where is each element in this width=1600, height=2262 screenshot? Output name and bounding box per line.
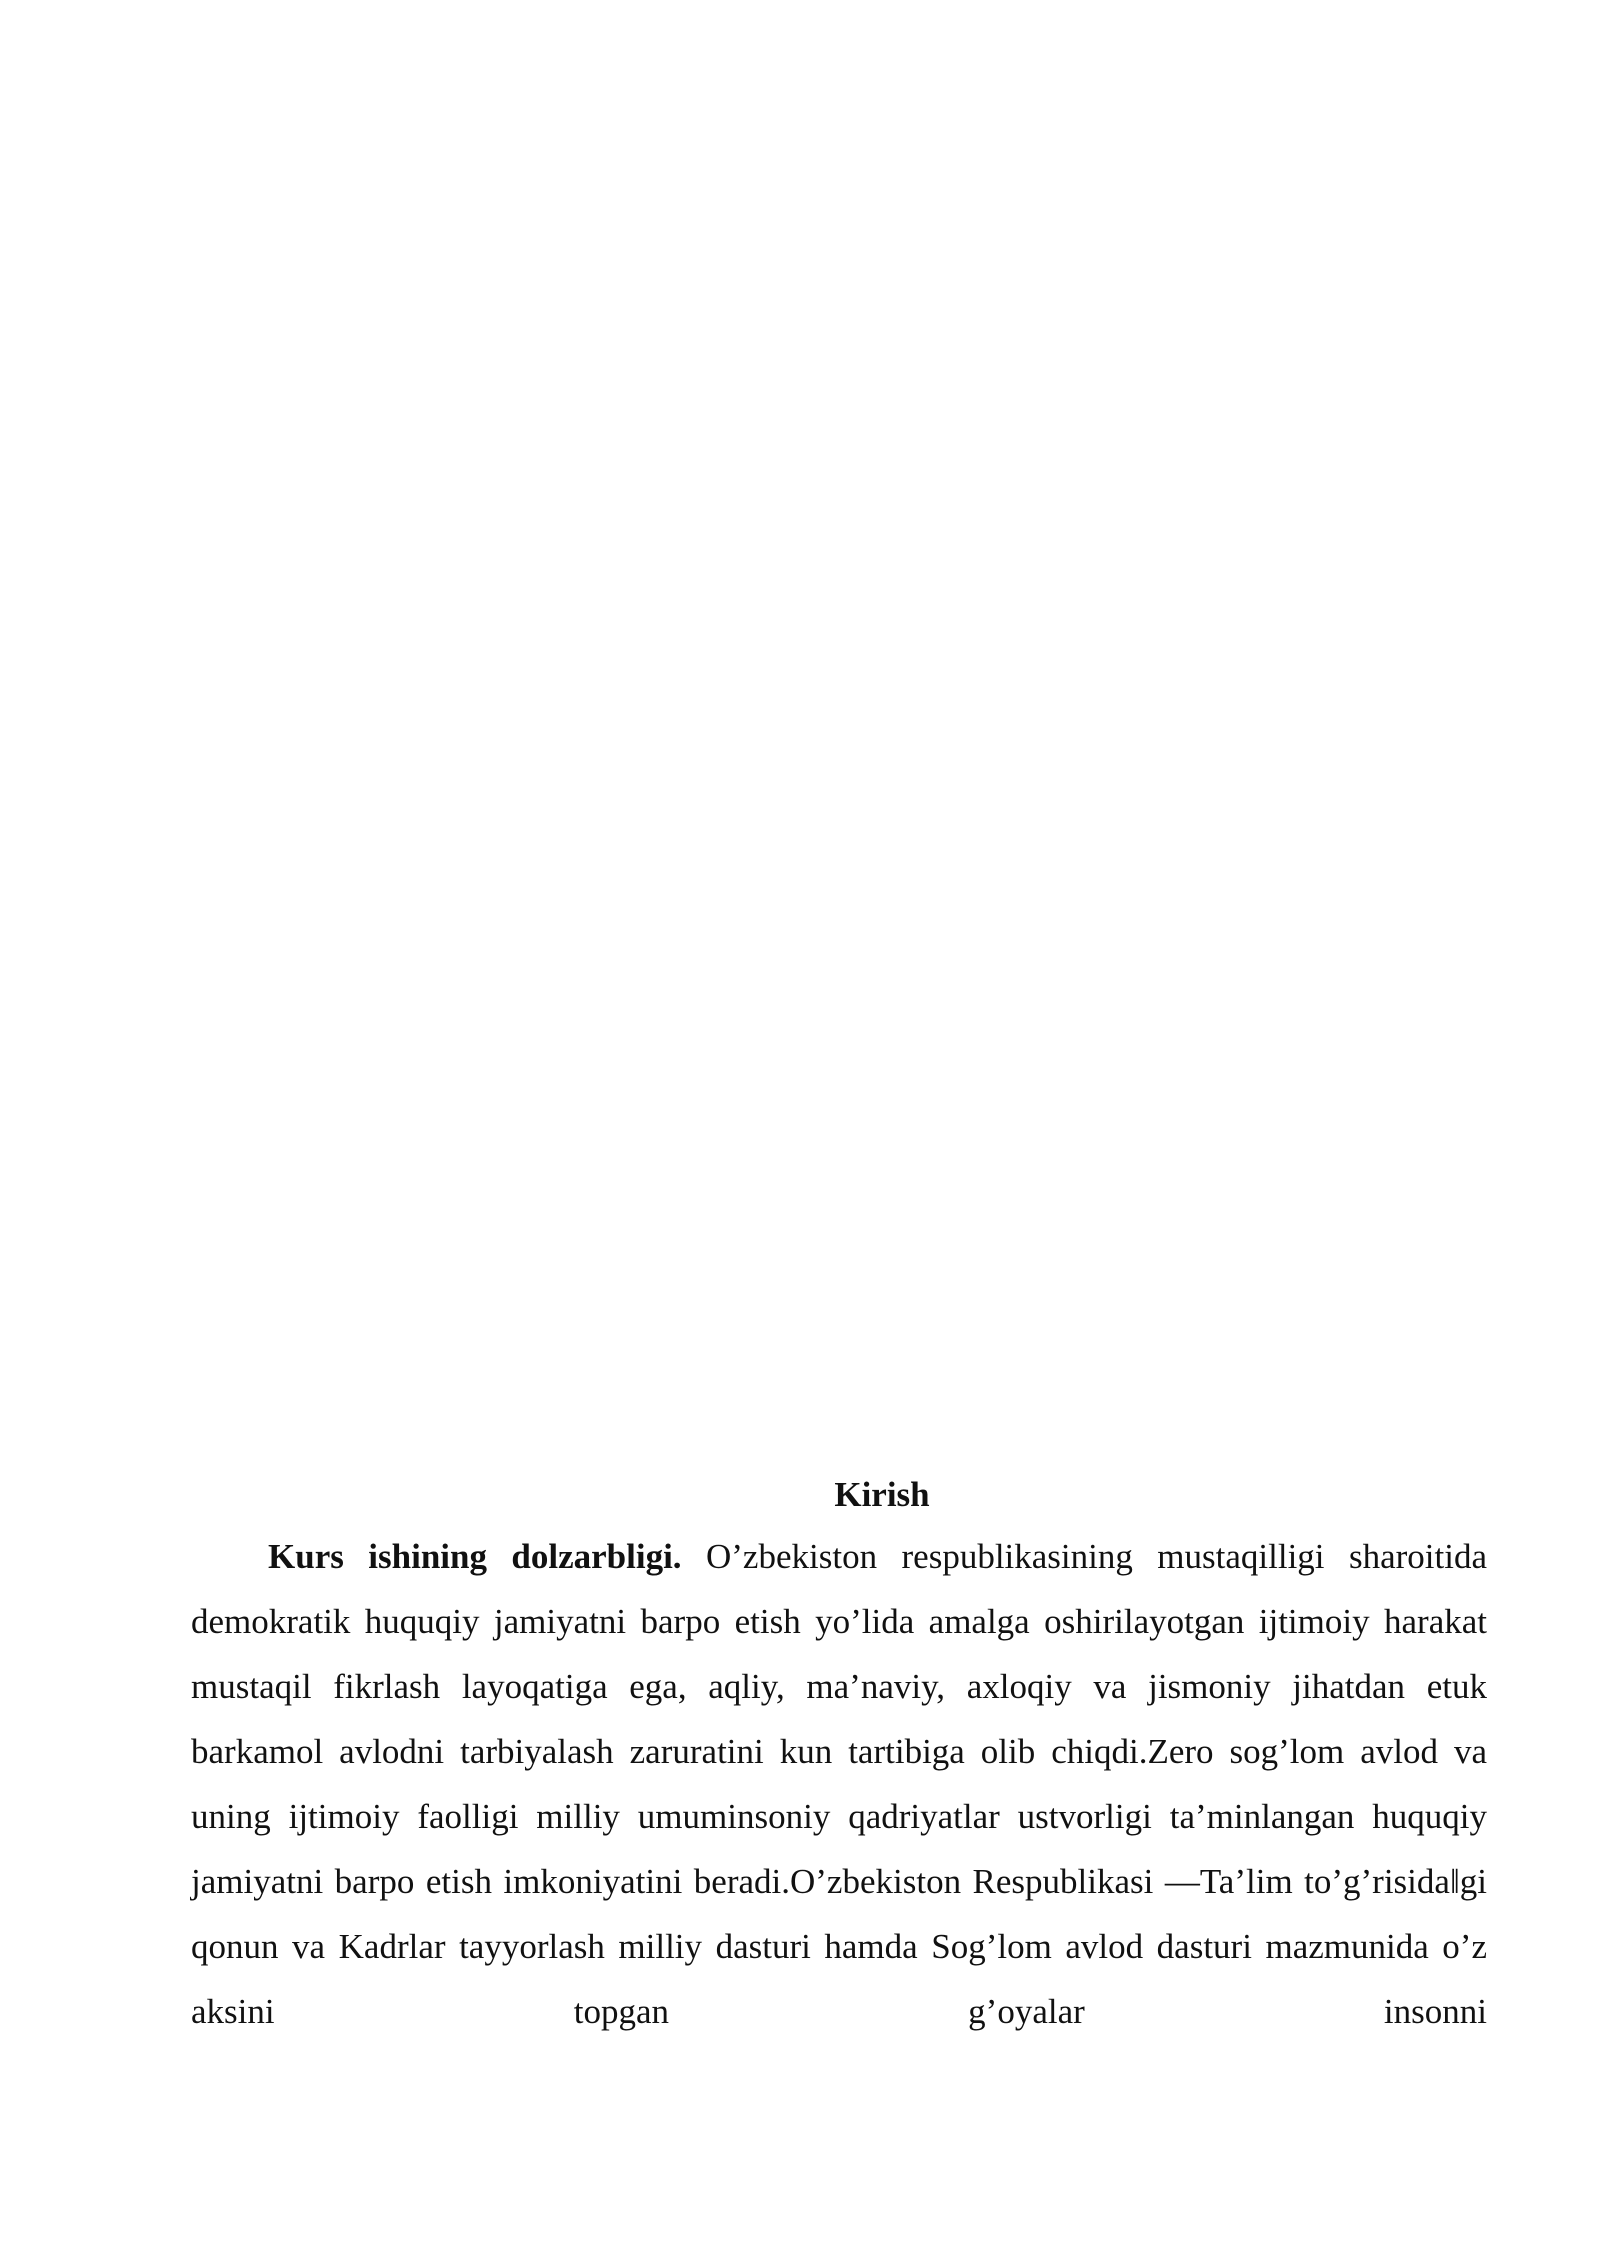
paragraph-lead: Kurs ishining dolzarbligi. (268, 1537, 682, 1576)
paragraph-body: O’zbekiston respublikasining mustaqilligi sharoitida demokratik huquqiy jamiyatni barpo etish yo’lida amalga oshirilayotgan ijtimoiy harakat mustaqil fikrlash layoqatiga ega, aqliy, ma’naviy, axloqiy va jismoniy jihatdan etuk barkamol avlodni tarbiyalash zaruratini kun tartibiga olib chiqdi.Zero sog’lom avlod va uning ijtimoiy faolligi milliy umuminsoniy qadriyatlar ustvorligi ta’minlangan huquqiy jamiyatni barpo etish imkoniyatini beradi.O’zbekiston Respublikasi ―Ta’lim to’g’risida‖gi qonun va Kadrlar tayyorlash milliy dasturi hamda Sog’lom avlod dasturi mazmunida o’z aksini topgan g’oyalar insonni (191, 1537, 1487, 2031)
page-content (191, 1470, 1487, 2044)
section-heading: Kirish (834, 1475, 930, 1514)
body-paragraph (191, 1524, 1487, 2044)
